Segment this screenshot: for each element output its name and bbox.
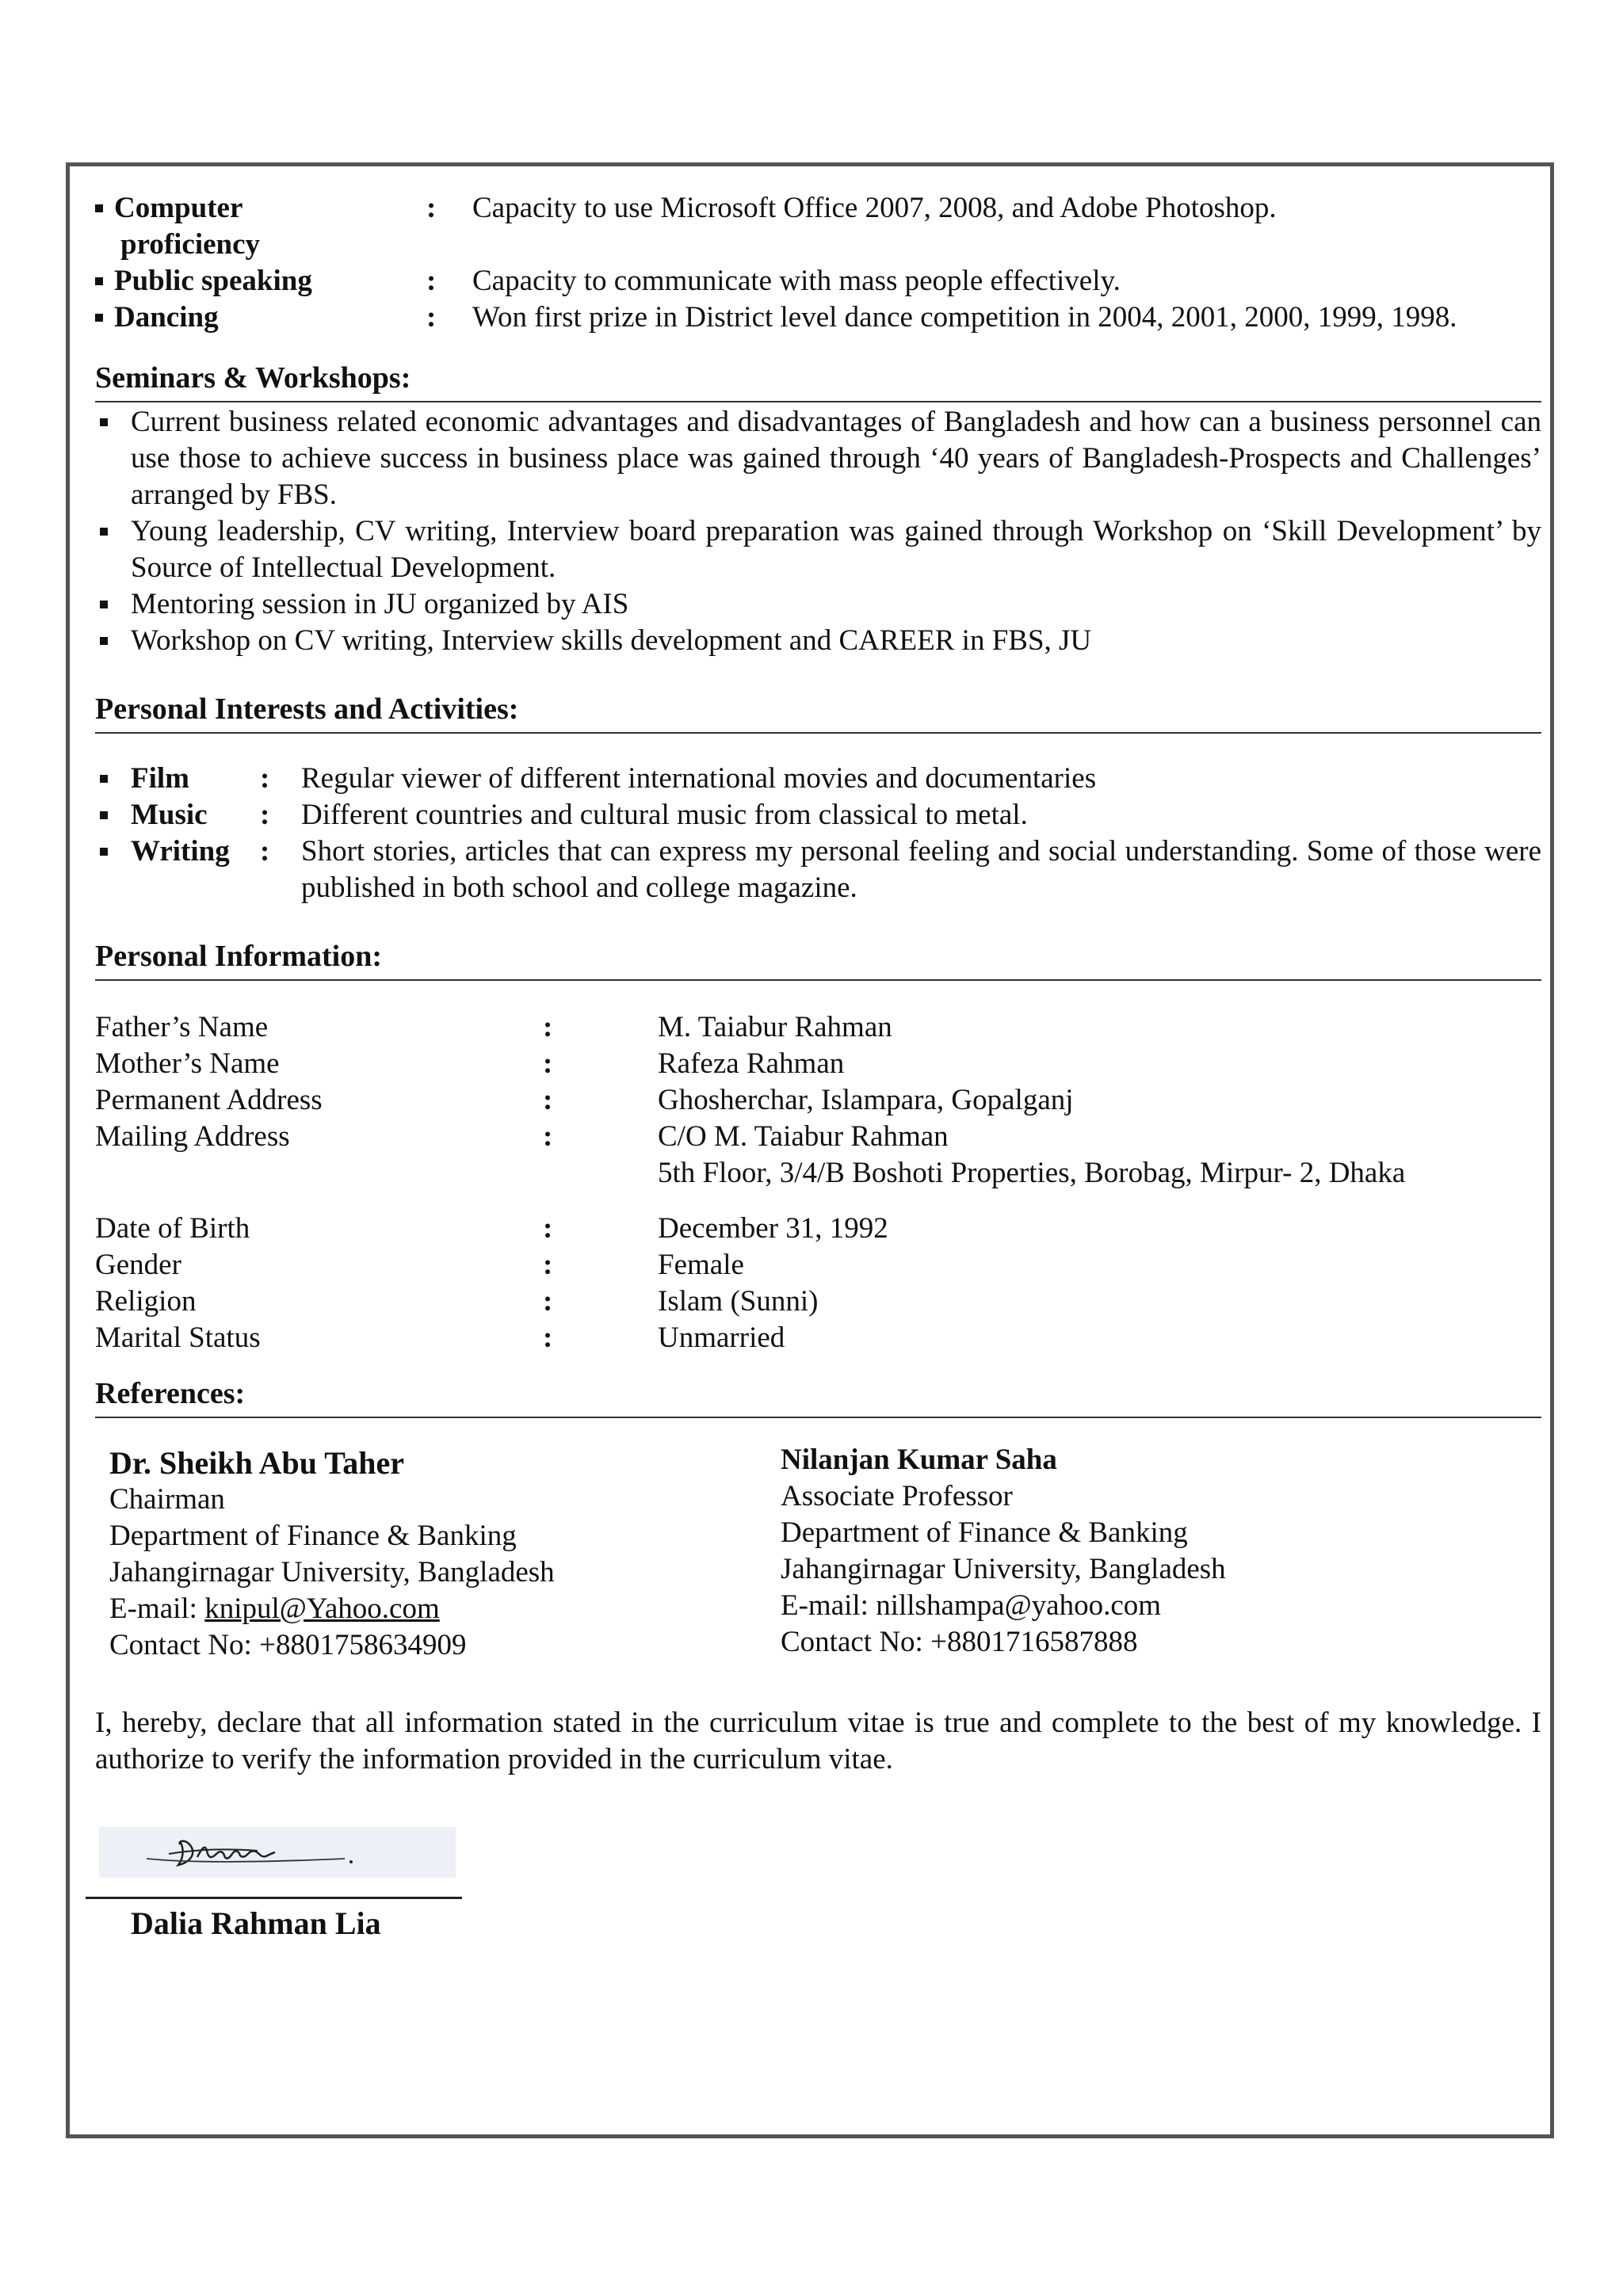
colon: : (260, 762, 270, 795)
colon: : (426, 265, 437, 297)
skills-list (95, 190, 1541, 336)
bullet-icon (95, 277, 103, 285)
bullet-icon (100, 601, 108, 608)
skill-row-public-speaking (95, 263, 1541, 299)
reference-card: Dr. Sheikh Abu Taher Chairman Department of Finance & Banking Jahangirnagar University, Bangladesh E-mail: knipul@Yahoo.com Contact No: +8801758634909 (95, 1445, 781, 1664)
info-row-dob: Date of Birth : December 31, 1992 (95, 1212, 888, 1245)
bullet-icon (95, 204, 103, 212)
bullet-icon (100, 811, 108, 819)
references-list (95, 1445, 1541, 1664)
section-title-personal: Personal Information: (95, 940, 383, 973)
skill-label: Public speaking (114, 265, 312, 297)
interest-value: Regular viewer of different international movies and documentaries (301, 762, 1097, 795)
section-rule (95, 979, 1541, 981)
interests-list (95, 761, 1541, 906)
section-rule (95, 401, 1541, 402)
list-item: Workshop on CV writing, Interview skills development and CAREER in FBS, JU (95, 623, 1541, 659)
colon: : (426, 301, 437, 334)
reference-name: Nilanjan Kumar Saha (781, 1444, 1057, 1476)
bullet-icon (100, 775, 108, 783)
personal-info-group-a (95, 1009, 1541, 1192)
skill-label: Computer (114, 192, 243, 224)
info-row-religion: Religion : Islam (Sunni) (95, 1285, 819, 1318)
bullet-icon (100, 528, 108, 536)
section-rule (95, 1417, 1541, 1418)
info-row-permanent-address: Permanent Address : Ghosherchar, Islampara, Gopalganj (95, 1084, 1074, 1116)
email-link[interactable]: knipul@Yahoo.com (204, 1592, 440, 1625)
interest-row-film: Film : Regular viewer of different international movies and documentaries (95, 761, 1541, 797)
signature-scribble (99, 1827, 456, 1878)
skill-value: Capacity to communicate with mass people effectively. (472, 265, 1121, 297)
colon: : (260, 799, 270, 831)
skill-label-cont: proficiency (120, 228, 261, 261)
bullet-icon (95, 314, 103, 322)
skill-row-computer (95, 190, 1541, 263)
info-row-gender: Gender : Female (95, 1249, 744, 1281)
interest-row-music: Music : Different countries and cultural music from classical to metal. (95, 797, 1541, 833)
reference-card: Nilanjan Kumar Saha Associate Professor Department of Finance & Banking Jahangirnagar University, Bangladesh E-mail: nillshampa@yahoo.com Contact No: +8801716587888 (781, 1442, 1466, 1664)
info-row-mailing-address: Mailing Address : C/O M. Taiabur Rahman 5th Floor, 3/4/B Boshoti Properties, Borobag, Mirpur- 2, Dhaka (95, 1120, 1406, 1189)
interest-value: Short stories, articles that can express my personal feeling and social understanding. Some of those were published in both school and college magazine. (301, 835, 1541, 904)
bullet-icon (100, 848, 108, 856)
skill-row-dancing (95, 299, 1541, 336)
colon: : (260, 835, 270, 868)
personal-info-group-b (95, 1211, 1541, 1356)
section-title-seminars: Seminars & Workshops: (95, 361, 411, 395)
list-item: Mentoring session in JU organized by AIS (95, 586, 1541, 623)
section-rule (95, 732, 1541, 734)
seminars-list (95, 404, 1541, 659)
info-row-mother: Mother’s Name : Rafeza Rahman (95, 1047, 845, 1080)
skill-value: Won first prize in District level dance competition in 2004, 2001, 2000, 1999, 1998. (472, 301, 1457, 334)
signature-line (86, 1897, 462, 1899)
interest-row-writing: Writing : Short stories, articles that can express my personal feeling and social understanding. Some of those were published in both school and college magazine. (95, 833, 1541, 906)
bullet-icon (100, 637, 108, 645)
signatory-name: Dalia Rahman Lia (131, 1905, 381, 1941)
section-title-interests: Personal Interests and Activities: (95, 692, 519, 726)
info-row-father: Father’s Name : M. Taiabur Rahman (95, 1011, 892, 1043)
reference-name: Dr. Sheikh Abu Taher (109, 1445, 405, 1481)
declaration-text: I, hereby, declare that all information stated in the curriculum vitae is true and complete to the best of my knowledge. I authorize to verify the information provided in the curriculum vitae. (95, 1707, 1541, 1775)
section-title-references: References: (95, 1377, 246, 1410)
cv-page-content (95, 190, 1541, 1942)
interest-value: Different countries and cultural music from classical to metal. (301, 799, 1028, 831)
skill-value: Capacity to use Microsoft Office 2007, 2008, and Adobe Photoshop. (472, 192, 1277, 224)
info-row-marital-status: Marital Status : Unmarried (95, 1322, 785, 1354)
list-item: Current business related economic advantages and disadvantages of Bangladesh and how can a business personnel can use those to achieve success in business place was gained through ‘40 years of Bangladesh-Prospects and Challenges’ arranged by FBS. (95, 404, 1541, 513)
bullet-icon (100, 418, 108, 426)
colon: : (426, 192, 437, 224)
signature-image (99, 1827, 456, 1878)
skill-label: Dancing (114, 301, 219, 334)
list-item: Young leadership, CV writing, Interview board preparation was gained through Workshop on ‘Skill Development’ by Source of Intellectual Development. (95, 513, 1541, 586)
